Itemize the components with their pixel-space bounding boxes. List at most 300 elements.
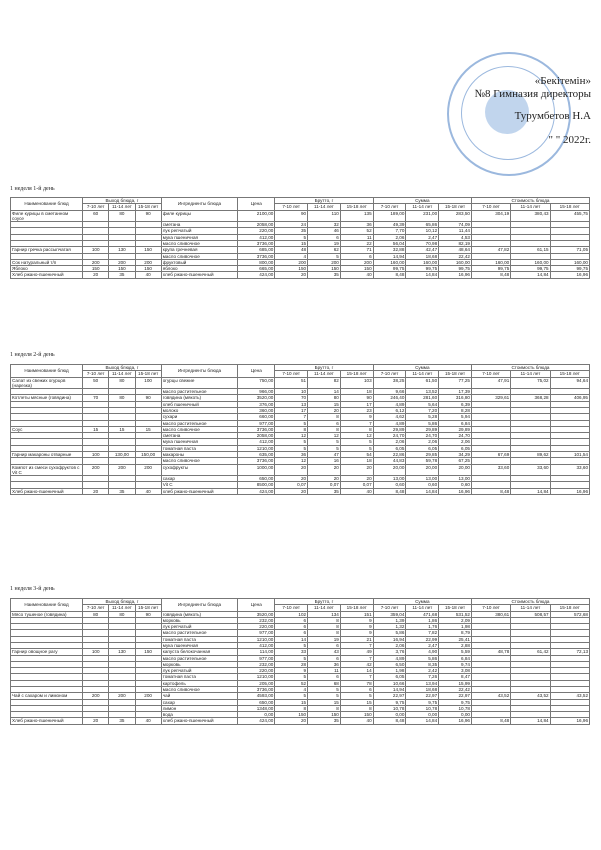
table-cell: 6 [275,630,308,636]
table-cell: 200 [135,693,161,699]
table-cell: 56,04 [373,240,406,246]
col-age-a3: 15-18 лет [439,605,472,611]
table-cell: 0,60 [406,482,439,488]
table-cell: 24,70 [406,433,439,439]
table-cell: 6 [275,617,308,623]
table-cell: 3736,00 [238,686,275,692]
table-cell: 6,05 [439,445,472,451]
table-cell: 90 [135,611,161,617]
col-age-a3: 15-18 лет [340,605,373,611]
table-cell: сметана [161,433,237,439]
table-cell: 1000,00 [238,464,275,476]
table-cell: 1,39 [373,617,406,623]
col-age-a3: 15-18 лет [135,204,161,210]
table-cell: сухари [161,414,237,420]
table-cell: 23 [340,407,373,413]
table-cell: 412,00 [238,642,275,648]
table-cell: Гарнир овощное рагу [11,649,83,655]
table-cell: вода [161,712,237,718]
table-cell: 90 [135,395,161,401]
table-cell: томатная паста [161,636,237,642]
col-age-a2: 11-14 лет [109,371,135,377]
table-cell: 2,06 [373,642,406,648]
table-cell: 15 [275,699,308,705]
table-cell: 160,00 [511,259,550,265]
menu-table [10,364,590,495]
table-cell: 8 [308,630,341,636]
table-cell: 16,96 [550,718,589,724]
col-price: Цена [238,365,275,378]
col-age-a2: 11-14 лет [308,204,341,210]
table-cell: 6 [308,234,341,240]
table-cell: масло сливочное [161,458,237,464]
table-cell: 11 [308,668,341,674]
table-cell: 33,60 [471,464,510,476]
table-cell: 48,78 [471,649,510,655]
table-cell: 15 [135,426,161,432]
table-cell: Vit C [161,482,237,488]
col-age-a1: 7-10 лет [373,204,406,210]
table-cell: молоко [161,407,237,413]
table-cell: 43,52 [471,693,510,699]
table-cell: 13,00 [406,476,439,482]
table-cell: 8,48 [471,488,510,494]
table-cell: 8,79 [439,630,472,636]
table-cell: 5 [275,655,308,661]
table-cell: сахар [161,476,237,482]
table-cell: 8 [340,426,373,432]
table-cell: 7,20 [406,407,439,413]
col-output: Выход блюда, г [83,365,162,371]
table-cell: 19 [308,240,341,246]
table-cell: 82,19 [439,240,472,246]
table-cell: 100 [135,377,161,389]
table-cell: 406,95 [550,395,589,401]
table-cell: 283,50 [439,210,472,222]
table-cell: 5,86 [406,655,439,661]
col-age-a3: 15-18 лет [135,371,161,377]
table-cell: 572,68 [550,611,589,617]
table-cell: 200 [340,259,373,265]
table-cell: 8,48 [471,272,510,278]
table-cell: 22,99 [406,636,439,642]
table-cell: Филе курицы в сметанном соусе [11,210,83,222]
table-cell: лимон [161,705,237,711]
table-cell: 44,83 [373,458,406,464]
col-age-a3: 15-18 лет [135,605,161,611]
col-age-a2: 11-14 лет [511,371,550,377]
table-cell: 65,86 [406,222,439,228]
table-cell: масло растительное [161,655,237,661]
table-cell: 100 [83,649,109,655]
table-cell: 232,00 [238,617,275,623]
table-cell: 160,00 [439,259,472,265]
table-cell: 6 [308,420,341,426]
table-cell: 16,94 [373,636,406,642]
table-cell: 455,75 [550,210,589,222]
table-cell: 635,00 [238,451,275,457]
table-cell: говядина (мякоть) [161,395,237,401]
table-cell: 231,00 [406,210,439,222]
table-cell: 70 [83,395,109,401]
col-age-a1: 7-10 лет [471,204,510,210]
table-cell: 49,39 [373,222,406,228]
table-cell: 5,94 [439,414,472,420]
table-cell: 14,94 [373,686,406,692]
table-cell: 61,50 [406,377,439,389]
table-cell: 150,00 [135,451,161,457]
col-age-a2: 11-14 лет [511,605,550,611]
table-cell: 16,96 [439,718,472,724]
table-cell: 200 [83,464,109,476]
table-cell: 12 [340,433,373,439]
table-cell: 200 [109,693,135,699]
col-brutto: Брутто, г [275,198,373,204]
table-cell: 6 [275,624,308,630]
table-cell: 38,25 [373,377,406,389]
table-cell: 1210,00 [238,636,275,642]
table-cell: 20 [340,464,373,476]
col-brutto: Брутто, г [275,365,373,371]
col-sum: Сумма [373,365,471,371]
col-age-a1: 7-10 лет [373,605,406,611]
col-price: Цена [238,198,275,211]
table-cell: 20 [308,476,341,482]
table-cell: 4,53 [439,234,472,240]
table-cell: 304,19 [471,210,510,222]
table-cell: 67,69 [471,451,510,457]
table-cell: 90 [275,210,308,222]
table-cell: 32,88 [373,247,406,253]
table-cell: 3736,00 [238,426,275,432]
table-cell: 368,28 [511,395,550,401]
table-cell: 800,00 [238,259,275,265]
table-cell: 33 [275,649,308,655]
table-cell: 20 [83,718,109,724]
table-cell: сухофрукты [161,464,237,476]
table-cell: 3520,00 [238,395,275,401]
table-cell: 10,12 [406,228,439,234]
table-row [11,210,590,222]
table-cell: 12 [275,433,308,439]
table-cell: 4,89 [373,420,406,426]
table-cell: 13 [275,401,308,407]
table-cell: 22,97 [439,693,472,699]
table-cell: 8 [308,426,341,432]
table-cell: масло растительное [161,420,237,426]
table-cell: 35 [109,488,135,494]
table-cell: 4 [275,253,308,259]
table-cell: 6,05 [373,674,406,680]
table-cell: 80 [109,377,135,389]
table-cell: 508,57 [511,611,550,617]
table-cell: 47,91 [471,377,510,389]
table-cell: 5 [308,445,341,451]
table-cell: 5 [308,693,341,699]
table-cell: 2,06 [439,439,472,445]
col-price: Цена [238,599,275,612]
table-cell: 9,75 [406,699,439,705]
table-cell: 9,66 [373,389,406,395]
table-cell: 9 [340,624,373,630]
col-ingredients: Ингредиенты блюда [161,599,237,612]
table-cell: 2,06 [373,439,406,445]
table-cell: 977,00 [238,420,275,426]
col-age-a3: 15-18 лет [340,204,373,210]
table-cell: 21 [340,636,373,642]
table-cell: 200 [275,259,308,265]
table-cell: масло сливочное [161,253,237,259]
table-cell: 3736,00 [238,458,275,464]
table-cell: лук репчатый [161,668,237,674]
table-cell: 78 [340,680,373,686]
table-cell: 14,84 [511,272,550,278]
table-row [11,272,590,278]
table-cell: 9 [340,617,373,623]
table-cell: 20 [340,476,373,482]
col-age-a3: 15-18 лет [550,371,589,377]
table-cell: 200 [109,259,135,265]
table-cell: 5 [275,642,308,648]
table-cell: 150 [83,266,109,272]
table-cell: 40 [135,488,161,494]
table-cell: 750,00 [238,377,275,389]
table-row [11,259,590,265]
table-cell: масло растительное [161,389,237,395]
table-cell: 13,52 [406,389,439,395]
table-cell: 8 [308,617,341,623]
table-cell: 35 [109,272,135,278]
table-cell: 5 [340,439,373,445]
table-cell: говядина (мякоть) [161,611,237,617]
table-cell: 20 [83,488,109,494]
table-cell: 329,61 [471,395,510,401]
table-cell: яблоко [161,266,237,272]
table-cell: чай [161,693,237,699]
table-cell: 67,25 [439,458,472,464]
table-cell: 80 [109,395,135,401]
col-output: Выход блюда, г [83,198,162,204]
table-cell: 40 [340,488,373,494]
table-cell: крупа гречневая [161,247,237,253]
table-cell: 8,48 [373,488,406,494]
table-cell: 2,47 [406,642,439,648]
table-cell: 150 [308,712,341,718]
table-cell: 2058,00 [238,433,275,439]
table-cell: 15 [275,240,308,246]
table-cell: хлеб ржано-пшеничный [161,488,237,494]
table-cell: 6 [340,686,373,692]
table-cell: 90 [340,395,373,401]
table-cell: 14,84 [406,718,439,724]
table-cell: 0,60 [439,482,472,488]
table-cell: 685,00 [238,247,275,253]
col-sum: Сумма [373,198,471,204]
table-cell: 20 [275,464,308,476]
table-cell: 35 [308,272,341,278]
table-row [11,611,590,617]
table-cell: 9 [275,668,308,674]
table-cell: 14,84 [406,272,439,278]
col-dish-name: Наименование блюд [11,198,83,211]
table-cell: 130 [109,247,135,253]
table-cell: морковь [161,617,237,623]
table-cell: 3,76 [373,649,406,655]
table-cell: 100 [83,451,109,457]
col-age-a3: 15-18 лет [550,605,589,611]
table-cell: 43 [308,649,341,655]
table-cell: 99,75 [439,266,472,272]
table-cell: 59,78 [406,458,439,464]
table-cell: 6,05 [373,445,406,451]
table-cell: 20 [275,718,308,724]
table-cell: 5 [275,420,308,426]
table-cell: 15 [83,426,109,432]
table-cell: 160,00 [550,259,589,265]
table-cell: Хлеб ржано-пшеничный [11,488,83,494]
table-cell: 150 [109,266,135,272]
table-cell: 99,75 [406,266,439,272]
table-cell: 22 [340,240,373,246]
table-cell: 101,54 [550,451,589,457]
menu-table [10,598,590,725]
table-cell: 20 [308,407,341,413]
col-age-a1: 7-10 лет [83,204,109,210]
table-cell: 36 [308,661,341,667]
table-cell: 1,86 [406,617,439,623]
table-row [11,247,590,253]
table-cell: 71,05 [550,247,589,253]
table-cell: 13,94 [406,680,439,686]
col-age-a2: 11-14 лет [109,204,135,210]
table-cell: 18 [340,389,373,395]
table-cell: 5 [308,686,341,692]
table-cell: 200 [109,464,135,476]
table-cell: 25,41 [439,636,472,642]
table-cell: хлеб ржано-пшеничный [161,272,237,278]
table-cell: лук репчатый [161,228,237,234]
table-row [11,395,590,401]
table-cell: 3736,00 [238,240,275,246]
table-cell: 8,48 [471,718,510,724]
col-age-a2: 11-14 лет [511,204,550,210]
table-cell: 150 [308,266,341,272]
table-cell: 18,68 [406,686,439,692]
table-cell: 9,75 [373,699,406,705]
table-cell: 7 [340,674,373,680]
table-cell: 77,25 [439,377,472,389]
table-cell: 11,44 [439,228,472,234]
table-cell: 0,07 [275,482,308,488]
table-cell: 424,00 [238,272,275,278]
table-cell: 200 [135,464,161,476]
table-cell: 150 [340,266,373,272]
table-cell: 0,07 [308,482,341,488]
table-cell: 52 [275,680,308,686]
table-cell: 2,88 [439,642,472,648]
col-cost: Стоимость блюда [471,365,589,371]
table-cell: 99,75 [511,266,550,272]
table-cell: 380,43 [511,210,550,222]
table-cell: 99,75 [550,266,589,272]
table-cell: 10,78 [373,705,406,711]
table-cell: 7 [340,655,373,661]
table-cell: 40 [340,272,373,278]
table-cell: 10,78 [439,705,472,711]
table-cell: 17 [275,407,308,413]
table-cell: 3520,00 [238,611,275,617]
table-cell: томатная паста [161,445,237,451]
table-cell: 0,00 [439,712,472,718]
table-cell: 17 [340,401,373,407]
table-cell: 977,00 [238,630,275,636]
table-row [11,488,590,494]
table-cell: 102 [275,611,308,617]
table-cell: 24,70 [373,433,406,439]
table-cell: 6,39 [439,401,472,407]
table-cell: 28 [275,661,308,667]
table-cell: 376,00 [238,401,275,407]
table-cell: 150 [135,649,161,655]
table-cell: 3,08 [439,668,472,674]
table-cell: 6 [308,655,341,661]
table-cell: хлеб ржано-пшеничный [161,718,237,724]
table-cell: 160,00 [373,259,406,265]
col-age-a1: 7-10 лет [471,605,510,611]
table-cell: 9,74 [439,661,472,667]
table-cell: 412,00 [238,439,275,445]
table-cell: 36 [275,451,308,457]
table-cell: 80 [83,611,109,617]
table-cell: мука пшеничная [161,234,237,240]
director-name: Турумбетов Н.А [514,110,591,122]
table-cell: 24,70 [439,433,472,439]
col-age-a2: 11-14 лет [109,605,135,611]
table-cell: 7,82 [406,630,439,636]
table-cell: 130,00 [109,451,135,457]
table-cell: 5 [308,253,341,259]
col-age-a1: 7-10 лет [373,371,406,377]
table-cell: 8,35 [406,661,439,667]
table-cell: 2,47 [406,234,439,240]
table-cell: 2,06 [406,439,439,445]
table-cell: 35 [308,488,341,494]
table-cell: 94,64 [550,377,589,389]
table-cell: 531,52 [439,611,472,617]
col-ingredients: Ингредиенты блюда [161,365,237,378]
table-cell: 6,50 [373,661,406,667]
table-cell: 33,60 [550,464,589,476]
table-cell: Мясо тушеное (говядина) [11,611,83,617]
table-cell: 135 [340,210,373,222]
table-cell: 20 [308,464,341,476]
table-cell: 36 [340,222,373,228]
table-cell: 2,42 [406,668,439,674]
table-cell: 5 [275,693,308,699]
table-cell: 40 [135,718,161,724]
table-cell: 1,76 [406,624,439,630]
table-cell: 35 [308,718,341,724]
col-ingredients: Ингредиенты блюда [161,198,237,211]
table-cell: 8 [308,414,341,420]
table-cell: 5,86 [406,420,439,426]
table-cell: 1210,00 [238,674,275,680]
table-cell: 99,75 [373,266,406,272]
table-cell: 8,48 [373,718,406,724]
table-cell: огурцы свежие [161,377,237,389]
table-cell: 16,96 [439,272,472,278]
table-cell: 6 [340,253,373,259]
